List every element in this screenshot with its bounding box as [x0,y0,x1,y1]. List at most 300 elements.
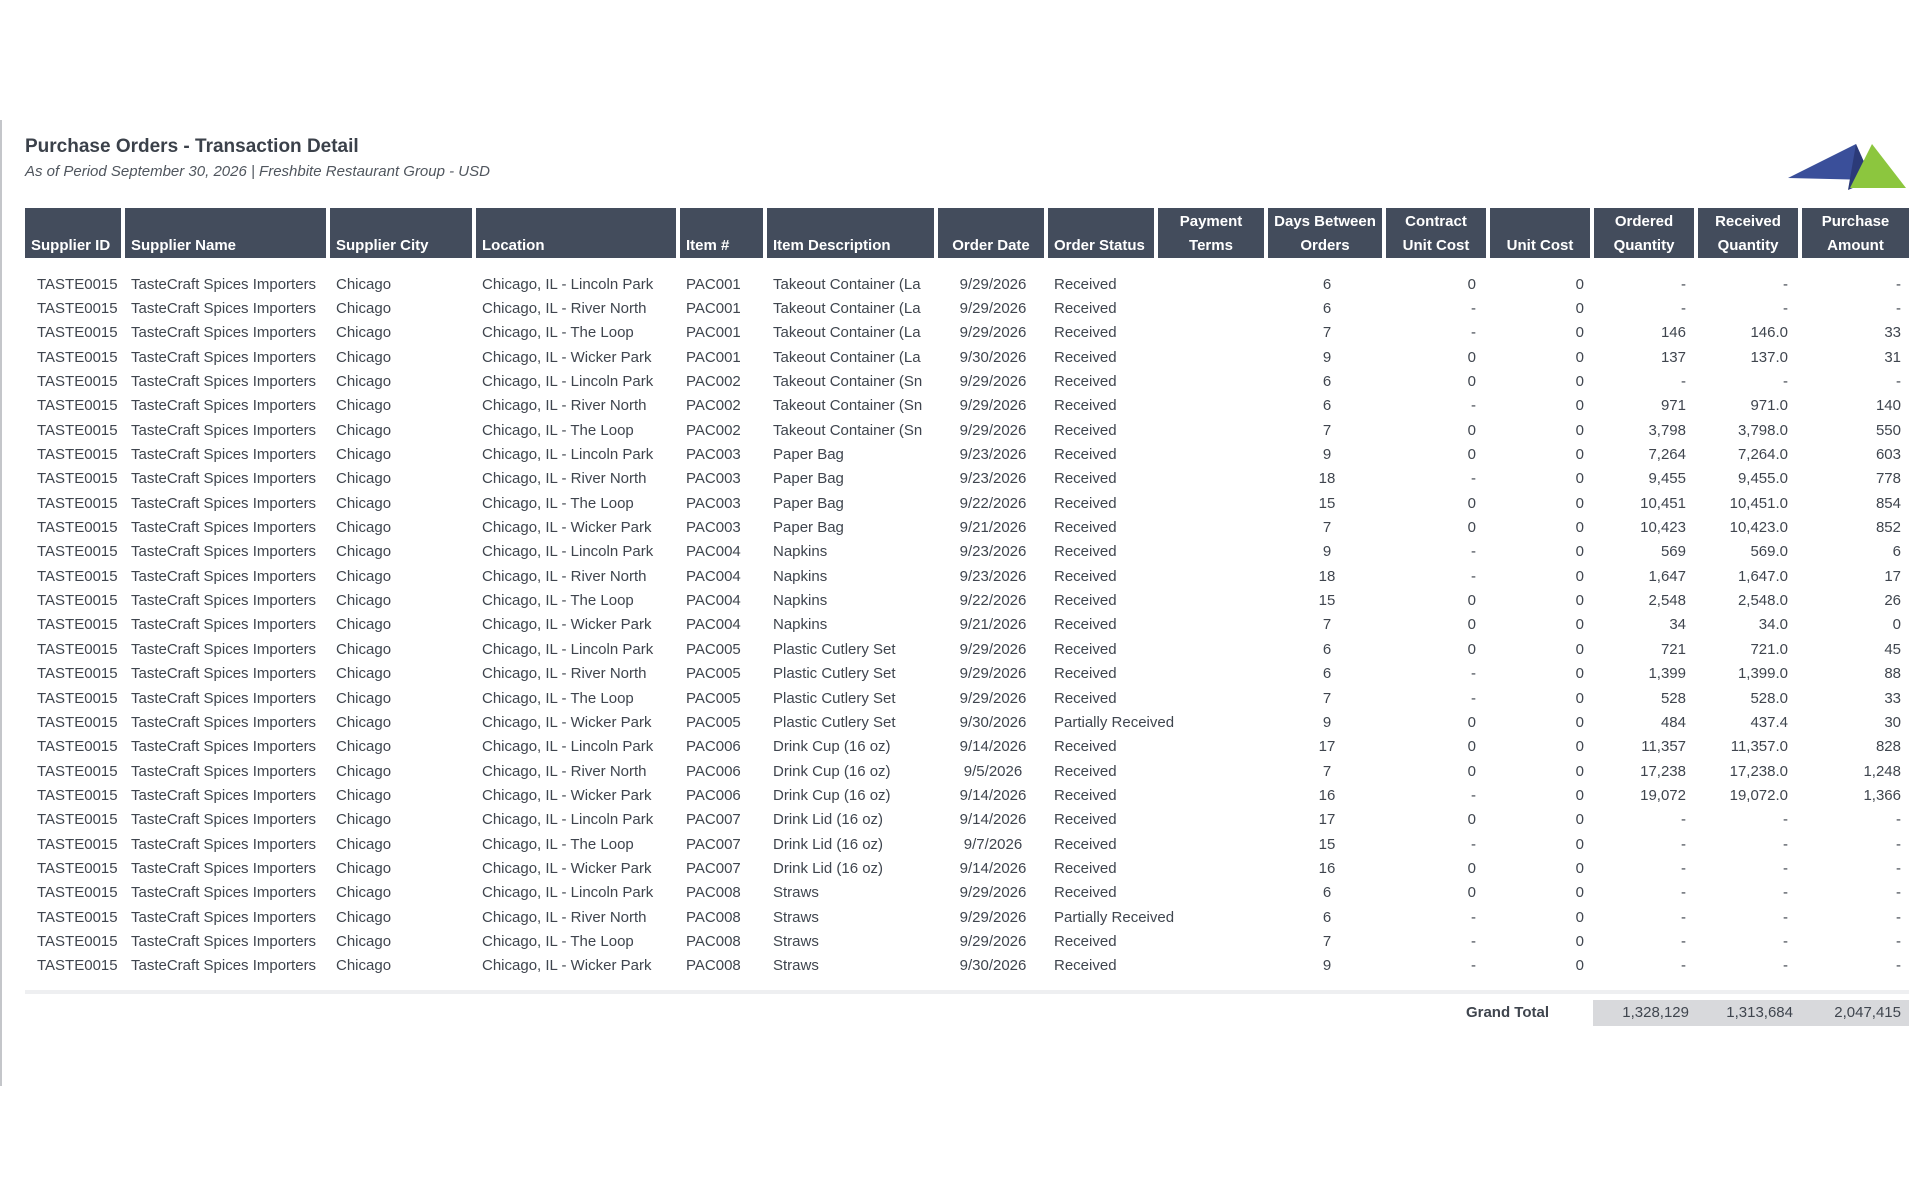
header-days-between-orders[interactable]: Days Between Orders [1268,208,1386,258]
table-row [25,735,1909,759]
cell-order-date: 9/29/2026 [959,665,1027,683]
cell-item-number: PAC006 [686,762,741,780]
cell-supplier-name: TasteCraft Spices Importers [131,762,317,780]
cell-unit-cost: 0 [1575,543,1584,561]
cell-location: Chicago, IL - Wicker Park [482,957,652,975]
cell-days-between-orders: 16 [1318,859,1336,877]
cell-order-date: 9/22/2026 [959,494,1027,512]
cell-payment-terms [1158,954,1268,978]
table-spacer [25,258,1909,272]
cell-item-description: Napkins [773,543,828,561]
cell-order-date: 9/29/2026 [959,884,1027,902]
cell-payment-terms [1158,856,1268,880]
cell-received-quantity: - [1783,884,1788,902]
table-row [25,345,1909,369]
cell-order-date: 9/7/2026 [963,835,1023,853]
cell-payment-terms [1158,929,1268,953]
cell-order-date: 9/29/2026 [959,689,1027,707]
cell-item-description: Drink Cup (16 oz) [773,738,891,756]
cell-item-description: Napkins [773,616,828,634]
cell-supplier-name: TasteCraft Spices Importers [131,373,317,391]
cell-received-quantity: 721.0 [1750,640,1788,658]
header-contract-unit-cost[interactable]: Contract Unit Cost [1386,208,1490,258]
cell-contract-unit-cost: - [1471,324,1476,342]
cell-purchase-amount: 33 [1884,324,1901,342]
grand-total-row [25,1000,1909,1026]
cell-contract-unit-cost: - [1471,786,1476,804]
cell-item-description: Straws [773,932,819,950]
cell-ordered-quantity: - [1681,835,1686,853]
cell-days-between-orders: 7 [1322,689,1332,707]
cell-days-between-orders: 7 [1322,324,1332,342]
cell-contract-unit-cost: - [1471,908,1476,926]
cell-unit-cost: 0 [1575,713,1584,731]
cell-ordered-quantity: 9,455 [1648,470,1686,488]
table-row [25,515,1909,539]
cell-item-number: PAC003 [686,446,741,464]
cell-days-between-orders: 9 [1322,957,1332,975]
cell-unit-cost: 0 [1575,640,1584,658]
cell-supplier-city: Chicago [336,446,392,464]
cell-location: Chicago, IL - The Loop [482,324,634,342]
cell-received-quantity: - [1783,908,1788,926]
cell-supplier-id: TASTE0015 [37,348,118,366]
cell-received-quantity: - [1783,811,1788,829]
cell-supplier-name: TasteCraft Spices Importers [131,957,317,975]
cell-supplier-id: TASTE0015 [37,616,118,634]
cell-order-status: Received [1054,616,1117,634]
cell-supplier-id: TASTE0015 [37,446,118,464]
cell-purchase-amount: 140 [1875,397,1901,415]
cell-received-quantity: 528.0 [1750,689,1788,707]
cell-contract-unit-cost: 0 [1467,859,1476,877]
header-payment-terms[interactable]: Payment Terms [1158,208,1268,258]
cell-order-status: Received [1054,543,1117,561]
cell-ordered-quantity: - [1681,908,1686,926]
cell-supplier-name: TasteCraft Spices Importers [131,397,317,415]
cell-received-quantity: - [1783,859,1788,877]
cell-location: Chicago, IL - River North [482,470,647,488]
cell-days-between-orders: 6 [1322,300,1332,318]
table-row [25,321,1909,345]
table-row [25,686,1909,710]
cell-ordered-quantity: - [1681,373,1686,391]
cell-supplier-city: Chicago [336,543,392,561]
cell-location: Chicago, IL - Wicker Park [482,786,652,804]
cell-item-description: Paper Bag [773,494,844,512]
cell-item-description: Takeout Container (La [773,348,921,366]
cell-item-description: Straws [773,957,819,975]
cell-unit-cost: 0 [1575,397,1584,415]
cell-received-quantity: 11,357.0 [1730,738,1788,756]
cell-item-description: Drink Lid (16 oz) [773,811,884,829]
cell-location: Chicago, IL - The Loop [482,494,634,512]
cell-order-status: Received [1054,373,1117,391]
cell-contract-unit-cost: - [1471,835,1476,853]
table-row [25,954,1909,978]
cell-contract-unit-cost: - [1471,543,1476,561]
table-row [25,418,1909,442]
header-item-description[interactable]: Item Description [767,208,938,258]
cell-payment-terms [1158,759,1268,783]
cell-order-date: 9/29/2026 [959,324,1027,342]
report [25,134,1909,1021]
cell-received-quantity: 10,451.0 [1729,494,1788,512]
header-item-number[interactable]: Item # [680,208,767,258]
cell-supplier-city: Chicago [336,786,392,804]
table-row [25,856,1909,880]
header-location[interactable]: Location [476,208,680,258]
cell-location: Chicago, IL - The Loop [482,835,634,853]
cell-location: Chicago, IL - The Loop [482,421,634,439]
header-supplier-city[interactable]: Supplier City [330,208,476,258]
cell-ordered-quantity: 146 [1660,324,1686,342]
cell-supplier-id: TASTE0015 [37,859,118,877]
cell-order-date: 9/22/2026 [959,592,1027,610]
cell-supplier-id: TASTE0015 [37,421,118,439]
cell-purchase-amount: 45 [1884,640,1901,658]
cell-supplier-id: TASTE0015 [37,713,118,731]
cell-days-between-orders: 9 [1322,348,1332,366]
cell-supplier-city: Chicago [336,470,392,488]
cell-ordered-quantity: 17,238 [1640,762,1686,780]
cell-order-date: 9/29/2026 [959,640,1027,658]
cell-supplier-city: Chicago [336,713,392,731]
cell-payment-terms [1158,735,1268,759]
cell-supplier-city: Chicago [336,908,392,926]
cell-contract-unit-cost: 0 [1467,373,1476,391]
cell-item-description: Plastic Cutlery Set [773,640,896,658]
cell-item-number: PAC007 [686,835,741,853]
cell-item-description: Takeout Container (La [773,275,921,293]
cell-supplier-city: Chicago [336,884,392,902]
cell-supplier-city: Chicago [336,592,392,610]
cell-location: Chicago, IL - River North [482,300,647,318]
cell-supplier-id: TASTE0015 [37,373,118,391]
cell-ordered-quantity: 11,357 [1641,738,1686,756]
cell-supplier-id: TASTE0015 [37,640,118,658]
cell-location: Chicago, IL - River North [482,567,647,585]
cell-item-number: PAC001 [686,324,741,342]
cell-location: Chicago, IL - River North [482,665,647,683]
cell-payment-terms [1158,515,1268,539]
header-order-status[interactable]: Order Status [1048,208,1158,258]
cell-unit-cost: 0 [1575,373,1584,391]
cell-purchase-amount: 1,366 [1863,786,1901,804]
cell-item-description: Takeout Container (Sn [773,397,923,415]
cell-supplier-id: TASTE0015 [37,592,118,610]
cell-order-status: Received [1054,592,1117,610]
left-border [0,120,2,1086]
cell-payment-terms [1158,613,1268,637]
cell-location: Chicago, IL - Lincoln Park [482,640,654,658]
cell-location: Chicago, IL - Wicker Park [482,348,652,366]
cell-contract-unit-cost: - [1471,932,1476,950]
cell-payment-terms [1158,442,1268,466]
cell-order-status: Received [1054,397,1117,415]
cell-order-status: Received [1054,567,1117,585]
cell-location: Chicago, IL - Lincoln Park [482,811,654,829]
cell-unit-cost: 0 [1575,859,1584,877]
cell-ordered-quantity: - [1681,275,1686,293]
cell-ordered-quantity: - [1681,811,1686,829]
cell-supplier-id: TASTE0015 [37,689,118,707]
cell-purchase-amount: - [1896,932,1901,950]
cell-ordered-quantity: - [1681,884,1686,902]
cell-payment-terms [1158,540,1268,564]
cell-days-between-orders: 15 [1318,494,1336,512]
cell-ordered-quantity: - [1681,957,1686,975]
cell-order-date: 9/29/2026 [959,421,1027,439]
cell-ordered-quantity: 19,072 [1640,786,1686,804]
cell-supplier-id: TASTE0015 [37,957,118,975]
cell-days-between-orders: 15 [1318,835,1336,853]
cell-ordered-quantity: 2,548 [1648,592,1686,610]
cell-purchase-amount: 854 [1875,494,1901,512]
cell-unit-cost: 0 [1575,762,1584,780]
cell-days-between-orders: 6 [1322,908,1332,926]
cell-supplier-city: Chicago [336,567,392,585]
cell-supplier-city: Chicago [336,665,392,683]
header-ordered-quantity[interactable]: Ordered Quantity [1594,208,1698,258]
cell-order-status: Received [1054,665,1117,683]
cell-order-status: Received [1054,324,1117,342]
cell-supplier-city: Chicago [336,494,392,512]
cell-order-date: 9/30/2026 [959,713,1027,731]
cell-location: Chicago, IL - River North [482,397,647,415]
cell-days-between-orders: 6 [1322,373,1332,391]
cell-order-status: Received [1054,494,1117,512]
cell-payment-terms [1158,662,1268,686]
cell-supplier-id: TASTE0015 [37,835,118,853]
cell-order-date: 9/21/2026 [959,519,1027,537]
cell-item-description: Drink Lid (16 oz) [773,859,884,877]
cell-contract-unit-cost: 0 [1467,421,1476,439]
table-row [25,808,1909,832]
cell-days-between-orders: 17 [1318,811,1336,829]
table-row [25,588,1909,612]
cell-received-quantity: - [1783,835,1788,853]
cell-supplier-name: TasteCraft Spices Importers [131,908,317,926]
cell-item-description: Takeout Container (La [773,324,921,342]
cell-supplier-id: TASTE0015 [37,932,118,950]
cell-purchase-amount: 603 [1875,446,1901,464]
cell-supplier-city: Chicago [336,616,392,634]
cell-location: Chicago, IL - Lincoln Park [482,373,654,391]
cell-contract-unit-cost: - [1471,665,1476,683]
cell-received-quantity: 1,399.0 [1737,665,1788,683]
cell-unit-cost: 0 [1575,932,1584,950]
cell-order-status: Received [1054,519,1117,537]
cell-item-number: PAC004 [686,616,741,634]
cell-contract-unit-cost: - [1471,300,1476,318]
cell-contract-unit-cost: 0 [1467,348,1476,366]
cell-days-between-orders: 6 [1322,275,1332,293]
cell-purchase-amount: 26 [1884,592,1901,610]
cell-contract-unit-cost: 0 [1467,713,1476,731]
header-received-quantity[interactable]: Received Quantity [1698,208,1802,258]
cell-unit-cost: 0 [1575,519,1584,537]
cell-payment-terms [1158,588,1268,612]
table-row [25,613,1909,637]
cell-supplier-name: TasteCraft Spices Importers [131,543,317,561]
cell-item-number: PAC003 [686,519,741,537]
cell-purchase-amount: - [1896,275,1901,293]
cell-payment-terms [1158,564,1268,588]
report-subtitle: As of Period September 30, 2026 | Freshbite Restaurant Group - USD [25,163,490,180]
cell-contract-unit-cost: 0 [1467,884,1476,902]
cell-supplier-city: Chicago [336,275,392,293]
cell-purchase-amount: 6 [1892,543,1901,561]
cell-purchase-amount: - [1896,373,1901,391]
cell-order-date: 9/14/2026 [959,859,1027,877]
cell-supplier-id: TASTE0015 [37,786,118,804]
cell-received-quantity: 137.0 [1750,348,1788,366]
cell-purchase-amount: 31 [1884,348,1901,366]
cell-purchase-amount: 828 [1875,738,1901,756]
cell-ordered-quantity: 971 [1660,397,1686,415]
cell-payment-terms [1158,345,1268,369]
cell-order-date: 9/29/2026 [959,908,1027,926]
cell-item-number: PAC002 [686,397,741,415]
header-order-date[interactable]: Order Date [938,208,1048,258]
cell-supplier-name: TasteCraft Spices Importers [131,300,317,318]
total-separator [25,990,1909,994]
table-row [25,832,1909,856]
cell-supplier-id: TASTE0015 [37,738,118,756]
table-row [25,783,1909,807]
cell-item-description: Plastic Cutlery Set [773,665,896,683]
cell-supplier-city: Chicago [336,957,392,975]
cell-order-status: Received [1054,884,1117,902]
cell-location: Chicago, IL - The Loop [482,689,634,707]
cell-supplier-name: TasteCraft Spices Importers [131,786,317,804]
header-supplier-id[interactable]: Supplier ID [25,208,125,258]
cell-supplier-name: TasteCraft Spices Importers [131,567,317,585]
cell-supplier-city: Chicago [336,519,392,537]
cell-received-quantity: 7,264.0 [1737,446,1788,464]
cell-unit-cost: 0 [1575,324,1584,342]
cell-purchase-amount: - [1896,957,1901,975]
header-unit-cost[interactable]: Unit Cost [1490,208,1594,258]
cell-supplier-name: TasteCraft Spices Importers [131,446,317,464]
cell-days-between-orders: 7 [1322,932,1332,950]
cell-order-status: Partially Received [1054,908,1175,926]
cell-item-number: PAC003 [686,494,741,512]
cell-days-between-orders: 6 [1322,884,1332,902]
table-header [25,208,1909,258]
report-title: Purchase Orders - Transaction Detail [25,136,359,157]
purchase-orders-table [25,208,1909,978]
cell-purchase-amount: - [1896,811,1901,829]
header-supplier-name[interactable]: Supplier Name [125,208,330,258]
cell-location: Chicago, IL - River North [482,908,647,926]
cell-supplier-id: TASTE0015 [37,884,118,902]
cell-supplier-name: TasteCraft Spices Importers [131,640,317,658]
cell-days-between-orders: 6 [1322,640,1332,658]
table-row [25,467,1909,491]
cell-order-status: Received [1054,640,1117,658]
cell-ordered-quantity: 484 [1660,713,1686,731]
cell-item-number: PAC006 [686,786,741,804]
grand-total-received-quantity: 1,313,684 [1697,1000,1801,1026]
cell-order-date: 9/23/2026 [959,567,1027,585]
cell-days-between-orders: 16 [1318,786,1336,804]
cell-contract-unit-cost: - [1471,689,1476,707]
cell-supplier-id: TASTE0015 [37,470,118,488]
cell-payment-terms [1158,686,1268,710]
cell-order-status: Received [1054,957,1117,975]
cell-supplier-id: TASTE0015 [37,494,118,512]
cell-ordered-quantity: - [1681,300,1686,318]
cell-ordered-quantity: 1,399 [1648,665,1686,683]
cell-ordered-quantity: 569 [1660,543,1686,561]
cell-ordered-quantity: - [1681,859,1686,877]
cell-payment-terms [1158,881,1268,905]
cell-unit-cost: 0 [1575,494,1584,512]
cell-ordered-quantity: 721 [1660,640,1686,658]
header-purchase-amount[interactable]: Purchase Amount [1802,208,1909,258]
cell-order-date: 9/14/2026 [959,811,1027,829]
cell-item-description: Takeout Container (Sn [773,421,923,439]
cell-item-description: Napkins [773,592,828,610]
cell-supplier-name: TasteCraft Spices Importers [131,470,317,488]
table-row [25,272,1909,296]
cell-order-date: 9/29/2026 [959,932,1027,950]
cell-item-number: PAC005 [686,640,741,658]
cell-unit-cost: 0 [1575,567,1584,585]
cell-location: Chicago, IL - Lincoln Park [482,543,654,561]
cell-received-quantity: 437.4 [1750,713,1788,731]
cell-supplier-name: TasteCraft Spices Importers [131,665,317,683]
cell-supplier-name: TasteCraft Spices Importers [131,519,317,537]
cell-unit-cost: 0 [1575,738,1584,756]
cell-days-between-orders: 7 [1322,421,1332,439]
cell-received-quantity: 10,423.0 [1729,519,1788,537]
cell-supplier-city: Chicago [336,689,392,707]
cell-days-between-orders: 18 [1318,470,1336,488]
cell-supplier-id: TASTE0015 [37,275,118,293]
cell-supplier-name: TasteCraft Spices Importers [131,811,317,829]
cell-received-quantity: 19,072.0 [1729,786,1788,804]
cell-location: Chicago, IL - River North [482,762,647,780]
cell-supplier-id: TASTE0015 [37,567,118,585]
cell-supplier-name: TasteCraft Spices Importers [131,932,317,950]
cell-payment-terms [1158,905,1268,929]
cell-unit-cost: 0 [1575,300,1584,318]
cell-payment-terms [1158,808,1268,832]
cell-supplier-city: Chicago [336,348,392,366]
cell-payment-terms [1158,369,1268,393]
cell-unit-cost: 0 [1575,689,1584,707]
table-row [25,491,1909,515]
cell-order-status: Received [1054,786,1117,804]
cell-item-description: Paper Bag [773,519,844,537]
cell-item-description: Paper Bag [773,470,844,488]
cell-supplier-name: TasteCraft Spices Importers [131,835,317,853]
cell-contract-unit-cost: 0 [1467,275,1476,293]
cell-payment-terms [1158,710,1268,734]
cell-order-status: Received [1054,689,1117,707]
cell-item-number: PAC005 [686,689,741,707]
cell-payment-terms [1158,418,1268,442]
cell-order-status: Received [1054,421,1117,439]
cell-ordered-quantity: 7,264 [1648,446,1686,464]
cell-received-quantity: - [1783,275,1788,293]
cell-supplier-city: Chicago [336,640,392,658]
cell-unit-cost: 0 [1575,592,1584,610]
cell-received-quantity: 1,647.0 [1737,567,1788,585]
